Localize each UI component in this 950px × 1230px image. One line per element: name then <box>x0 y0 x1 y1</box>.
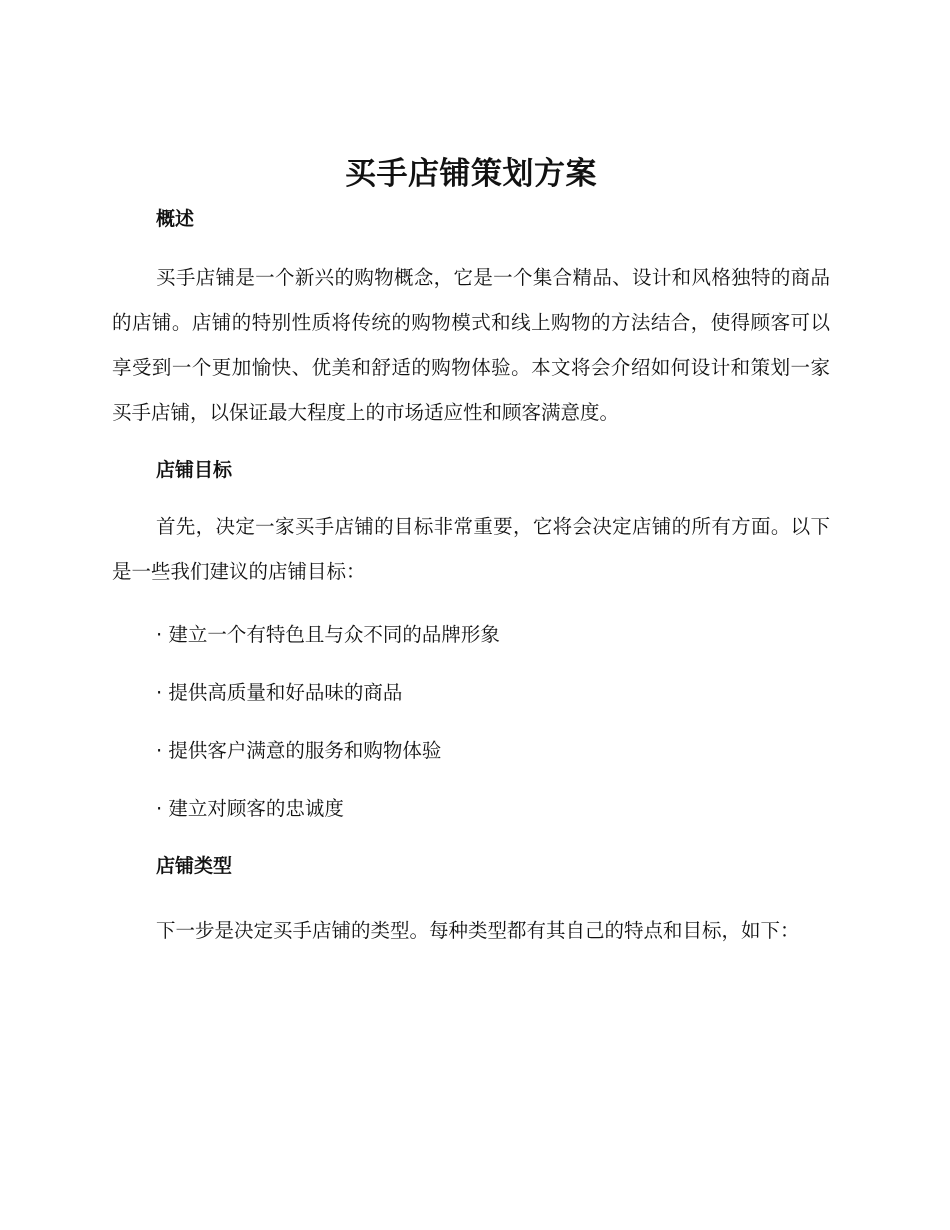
goal-bullet-item: · 提供客户满意的服务和购物体验 <box>156 739 442 762</box>
section-heading-store-types: 店铺类型 <box>156 855 233 877</box>
document-title: 买手店铺策划方案 <box>345 156 597 192</box>
goal-bullet-item: · 建立一个有特色且与众不同的品牌形象 <box>156 623 500 646</box>
document-body <box>112 148 830 953</box>
store-types-paragraph: 下一步是决定买手店铺的类型。每种类型都有其自己的特点和目标，如下： <box>156 919 800 942</box>
overview-paragraph: 买手店铺是一个新兴的购物概念，它是一个集合精品、设计和风格独特的商品的店铺。店铺的特别性质将传统的购物模式和线上购物的方法结合，使得顾客可以享受到一个更加愉快、优美和舒适的购物体验。本文将会介绍如何设计和策划一家买手店铺，以保证最大程度上的市场适应性和顾客满意度。 <box>112 266 830 424</box>
section-heading-store-goals: 店铺目标 <box>156 459 233 481</box>
goal-bullet-item: · 建立对顾客的忠诚度 <box>156 797 344 820</box>
section-heading-overview: 概述 <box>156 208 195 230</box>
store-goals-paragraph: 首先，决定一家买手店铺的目标非常重要，它将会决定店铺的所有方面。以下是一些我们建议的店铺目标： <box>112 515 830 583</box>
goal-bullet-item: · 提供高质量和好品味的商品 <box>156 681 403 704</box>
